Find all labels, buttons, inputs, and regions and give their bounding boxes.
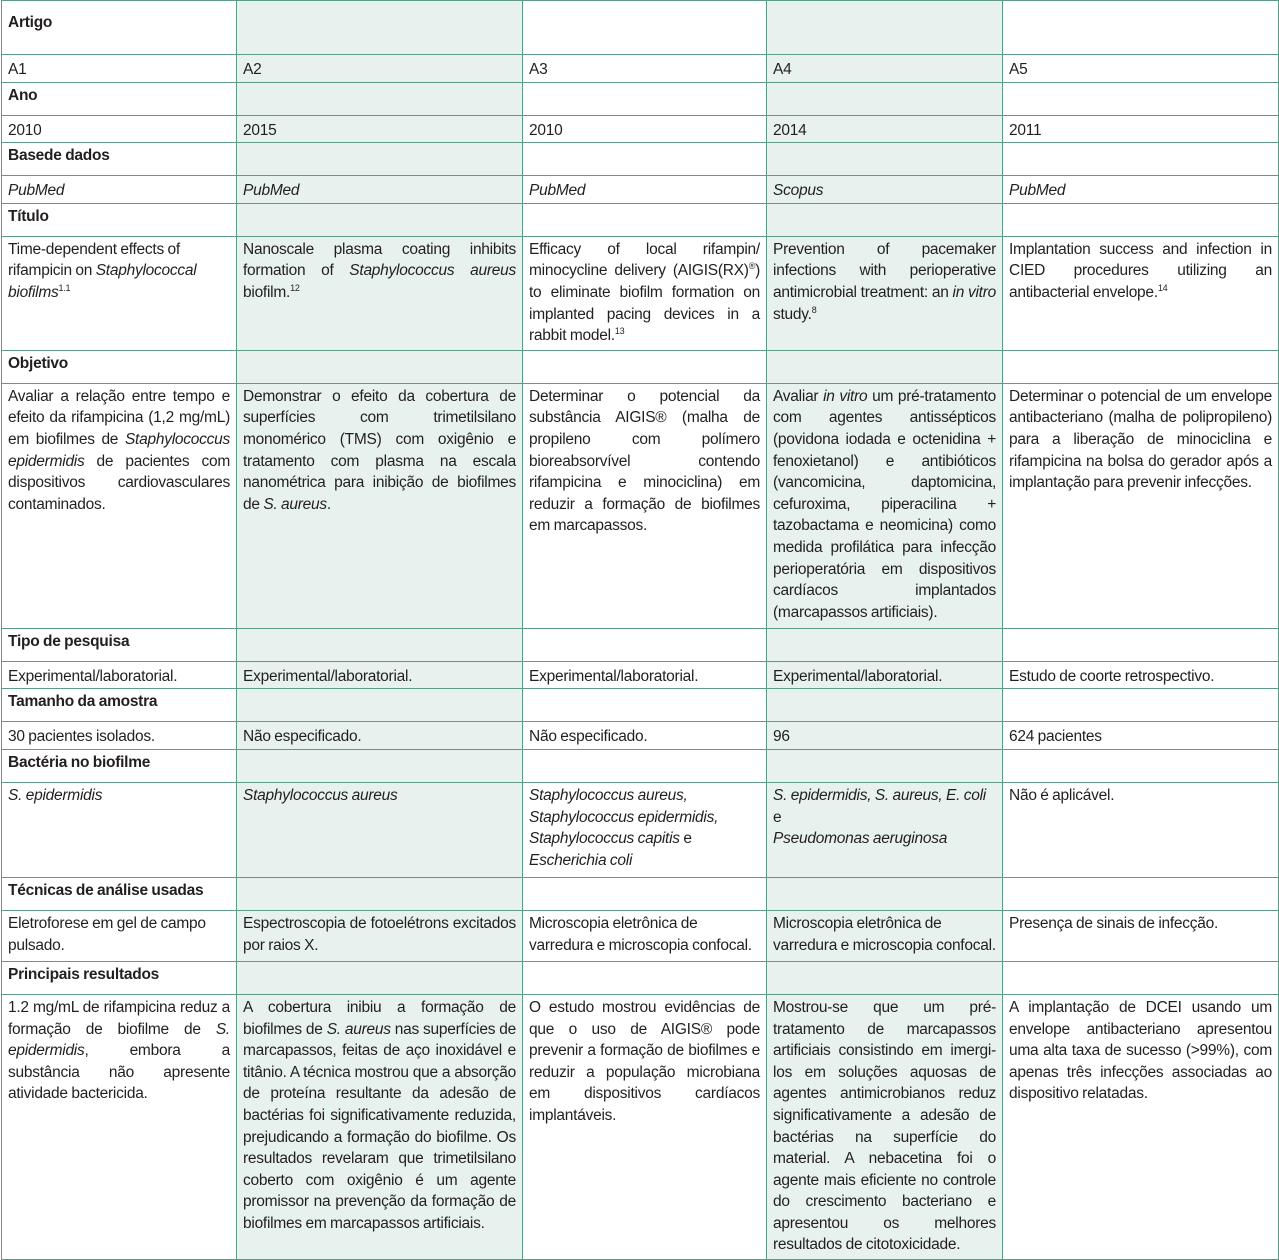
- cell-bacteria-a4: S. epidermidis, S. aureus, E. coli e Pseudomonas aeruginosa: [767, 782, 1003, 877]
- cell-titulo-a3: Efficacy of local rifampin/ minocycline delivery (AIGIS(RX)®) to eliminate biofilm formation on implanted pacing devices in a rabbit model.$^{13}$: [523, 236, 767, 350]
- cell-tecnicas-a5: Presença de sinais de infecção.: [1003, 910, 1279, 961]
- cell-ano-a3: 2010: [523, 115, 767, 143]
- cell-titulo-a2: Nanoscale plasma coating inhibits formation of Staphylococcus aureus biofilm.$^{12}$: [237, 236, 523, 350]
- articles-table: [1, 0, 1279, 1260]
- cell-resultados-a3: O estudo mostrou evidências de que o uso de AIGIS® pode prevenir a formação de biofilmes e reduzir a população microbiana em dispositivos cardíacos implantáveis.: [523, 994, 767, 1259]
- cell-base-a5: PubMed: [1003, 176, 1279, 204]
- cell-tipo-a4: Experimental/laboratorial.: [767, 661, 1003, 689]
- section-ano: [2, 82, 1279, 115]
- row-objetivo: [2, 383, 1279, 628]
- row-artigo: [2, 55, 1279, 83]
- row-titulo: [2, 236, 1279, 350]
- row-tecnicas: [2, 910, 1279, 961]
- row-tamanho: [2, 722, 1279, 750]
- cell-titulo-a5: Implantation success and infection in CIED procedures utilizing an antibacterial envelope.$^{14}$: [1003, 236, 1279, 350]
- cell-base-a2: PubMed: [237, 176, 523, 204]
- cell-artigo-a4: A4: [767, 55, 1003, 83]
- cell-objetivo-a1: Avaliar a relação entre tempo e efeito da rifampicina (1,2 mg/mL) em biofilmes de Staphylococcus epidermidis de pacientes com dispositivos cardiovasculares contaminados.: [2, 383, 237, 628]
- label-resultados: Principais resultados: [2, 961, 237, 994]
- cell-tecnicas-a1: Eletroforese em gel de campo pulsado.: [2, 910, 237, 961]
- cell-tecnicas-a4: Microscopia eletrônica de varredura e microscopia confocal.: [767, 910, 1003, 961]
- cell-base-a1: PubMed: [2, 176, 237, 204]
- section-titulo: [2, 203, 1279, 236]
- cell-resultados-a5: A implantação de DCEI usando um envelope antibacteriano apresentou uma alta taxa de sucesso (>99%), com apenas três infecções associadas ao dispositivo relatadas.: [1003, 994, 1279, 1259]
- cell-tipo-a1: Experimental/laboratorial.: [2, 661, 237, 689]
- section-objetivo: [2, 350, 1279, 383]
- section-tamanho: [2, 689, 1279, 722]
- section-base: [2, 143, 1279, 176]
- cell-resultados-a2: A cobertura inibiu a formação de biofilmes de S. aureus nas superfícies de marcapassos, feitas de aço inoxidável e titânio. A técnica mostrou que a absorção de proteína resultante da adesão de bactérias foi significativamente reduzida, prejudicando a formação do biofilme. Os resultados revelaram que trimetilsilano coberto com oxigênio é um agente promissor na prevenção da formação de biofilmes em marcapassos artificiais.: [237, 994, 523, 1259]
- cell-tamanho-a2: Não especificado.: [237, 722, 523, 750]
- label-tipo: Tipo de pesquisa: [2, 628, 237, 661]
- label-artigo: Artigo: [2, 1, 237, 55]
- cell-tamanho-a3: Não especificado.: [523, 722, 767, 750]
- cell-ano-a1: 2010: [2, 115, 237, 143]
- label-tecnicas: Técnicas de análise usadas: [2, 877, 237, 910]
- label-bacteria: Bactéria no biofilme: [2, 749, 237, 782]
- label-base: Basede dados: [2, 143, 237, 176]
- cell-ano-a4: 2014: [767, 115, 1003, 143]
- cell-artigo-a3: A3: [523, 55, 767, 83]
- label-objetivo: Objetivo: [2, 350, 237, 383]
- section-bacteria: [2, 749, 1279, 782]
- row-tipo: [2, 661, 1279, 689]
- cell-tipo-a5: Estudo de coorte retrospectivo.: [1003, 661, 1279, 689]
- cell-bacteria-a3: Staphylococcus aureus, Staphylococcus epidermidis, Staphylococcus capitis e Escherichia coli: [523, 782, 767, 877]
- section-tipo: [2, 628, 1279, 661]
- row-base: [2, 176, 1279, 204]
- cell-tipo-a3: Experimental/laboratorial.: [523, 661, 767, 689]
- row-ano: [2, 115, 1279, 143]
- cell-objetivo-a3: Determinar o potencial da substância AIGIS® (malha de propileno com polímero bioreabsorvível contendo rifampicina e minociclina) em reduzir a formação de biofilmes em marcapassos.: [523, 383, 767, 628]
- row-resultados: [2, 994, 1279, 1259]
- cell-tecnicas-a2: Espectroscopia de fotoelétrons excitados por raios X.: [237, 910, 523, 961]
- section-artigo: [2, 1, 1279, 55]
- cell-titulo-a1: Time-dependent effects of rifampicin on Staphylococcal biofilms$^{1.1}$: [2, 236, 237, 350]
- cell-artigo-a5: A5: [1003, 55, 1279, 83]
- cell-objetivo-a5: Determinar o potencial de um envelope antibacteriano (malha de polipropileno) para a liberação de minociclina e rifampicina na bolsa do gerador após a implantação para prevenir infecções.: [1003, 383, 1279, 628]
- cell-artigo-a2: A2: [237, 55, 523, 83]
- cell-tamanho-a4: 96: [767, 722, 1003, 750]
- cell-resultados-a1: 1.2 mg/mL de rifampicina reduz a formação de biofilme de S. epidermidis, embora a substância não apresente atividade bactericida.: [2, 994, 237, 1259]
- cell-objetivo-a4: Avaliar in vitro um pré-tratamento com agentes antissépticos (povidona iodada e octenidina + fenoxietanol) e antibióticos (vancomicina, daptomicina, cefuroxima, piperacilina + tazobactama e neomicina) como medida profilática para infecção perioperatória em dispositivos cardíacos implantados (marcapassos artificiais).: [767, 383, 1003, 628]
- cell-ano-a5: 2011: [1003, 115, 1279, 143]
- row-bacteria: [2, 782, 1279, 877]
- label-tamanho: Tamanho da amostra: [2, 689, 237, 722]
- label-titulo: Título: [2, 203, 237, 236]
- cell-resultados-a4: Mostrou-se que um pré-tratamento de marcapassos artificiais consistindo em imergi-los em soluções aquosas de agentes antimicrobianos reduz significativamente a adesão de bactérias na superfície do material. A nebacetina foi o agente mais eficiente no controle do crescimento bacteriano e apresentou os melhores resultados de citotoxicidade.: [767, 994, 1003, 1259]
- cell-tamanho-a1: 30 pacientes isolados.: [2, 722, 237, 750]
- label-ano: Ano: [2, 82, 237, 115]
- cell-artigo-a1: A1: [2, 55, 237, 83]
- cell-bacteria-a2: Staphylococcus aureus: [237, 782, 523, 877]
- cell-tamanho-a5: 624 pacientes: [1003, 722, 1279, 750]
- cell-tipo-a2: Experimental/laboratorial.: [237, 661, 523, 689]
- cell-ano-a2: 2015: [237, 115, 523, 143]
- section-resultados: [2, 961, 1279, 994]
- cell-titulo-a4: Prevention of pacemaker infections with perioperative antimicrobial treatment: an in vitro study.$^8$: [767, 236, 1003, 350]
- cell-base-a4: Scopus: [767, 176, 1003, 204]
- cell-tecnicas-a3: Microscopia eletrônica de varredura e microscopia confocal.: [523, 910, 767, 961]
- cell-base-a3: PubMed: [523, 176, 767, 204]
- cell-bacteria-a5: Não é aplicável.: [1003, 782, 1279, 877]
- section-tecnicas: [2, 877, 1279, 910]
- cell-objetivo-a2: Demonstrar o efeito da cobertura de superfícies com trimetilsilano monomérico (TMS) com oxigênio e tratamento com plasma na escala nanométrica para inibição de biofilmes de S. aureus.: [237, 383, 523, 628]
- cell-bacteria-a1: S. epidermidis: [2, 782, 237, 877]
